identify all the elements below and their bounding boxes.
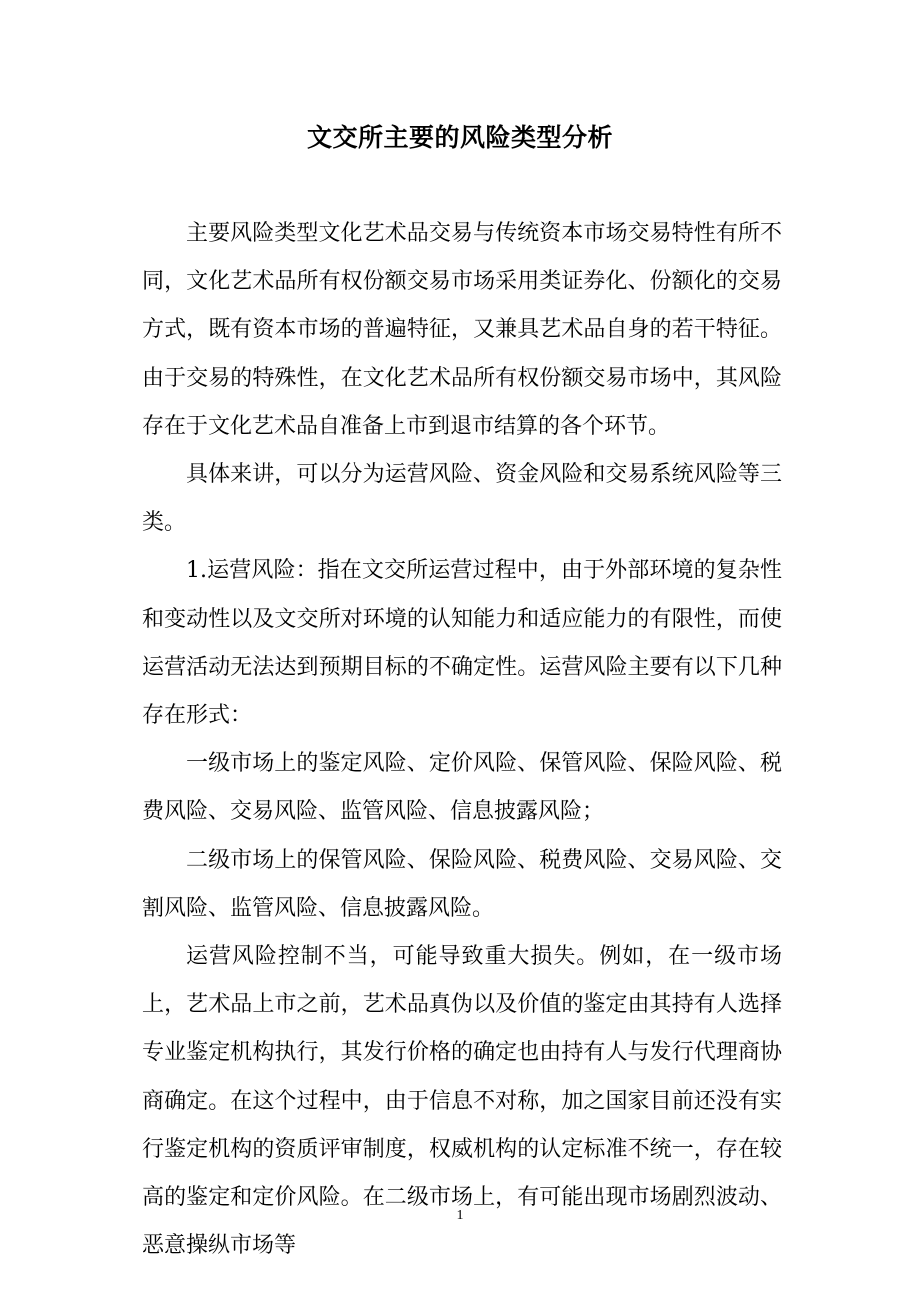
paragraph: 运营风险控制不当，可能导致重大损失。例如，在一级市场上，艺术品上市之前，艺术品真伪以及价值的鉴定由其持有人选择专业鉴定机构执行，其发行价格的确定也由持有人与发行代理商协商确定。在这个过程中，由于信息不对称，加之国家目前还没有实行鉴定机构的资质评审制度，权威机构的认定标准不统一，存在较高的鉴定和定价风险。在二级市场上，有可能出现市场剧烈波动、恶意操纵市场等: [142, 944, 782, 1259]
paragraph: 主要风险类型文化艺术品交易与传统资本市场交易特性有所不同，文化艺术品所有权份额交易市场采用类证券化、份额化的交易方式，既有资本市场的普遍特征，又兼具艺术品自身的若干特征。由于交易的特殊性，在文化艺术品所有权份额交易市场中，其风险存在于文化艺术品自准备上市到退市结算的各个环节。: [142, 221, 782, 439]
document-title: 文交所主要的风险类型分析: [306, 123, 613, 152]
page-number: 1: [456, 1208, 464, 1223]
paragraph: 二级市场上的保管风险、保险风险、税费风险、交易风险、交割风险、监管风险、信息披露风险。: [142, 847, 782, 921]
paragraph: 一级市场上的鉴定风险、定价风险、保管风险、保险风险、税费风险、交易风险、监管风险、信息披露风险；: [142, 751, 782, 825]
paragraph: 具体来讲，可以分为运营风险、资金风险和交易系统风险等三类。: [142, 462, 782, 536]
document-body: [142, 210, 782, 1270]
paragraph: 1.运营风险：指在文交所运营过程中，由于外部环境的复杂性和变动性以及文交所对环境的认知能力和适应能力的有限性，而使运营活动无法达到预期目标的不确定性。运营风险主要有以下几种存在形式：: [142, 558, 782, 729]
